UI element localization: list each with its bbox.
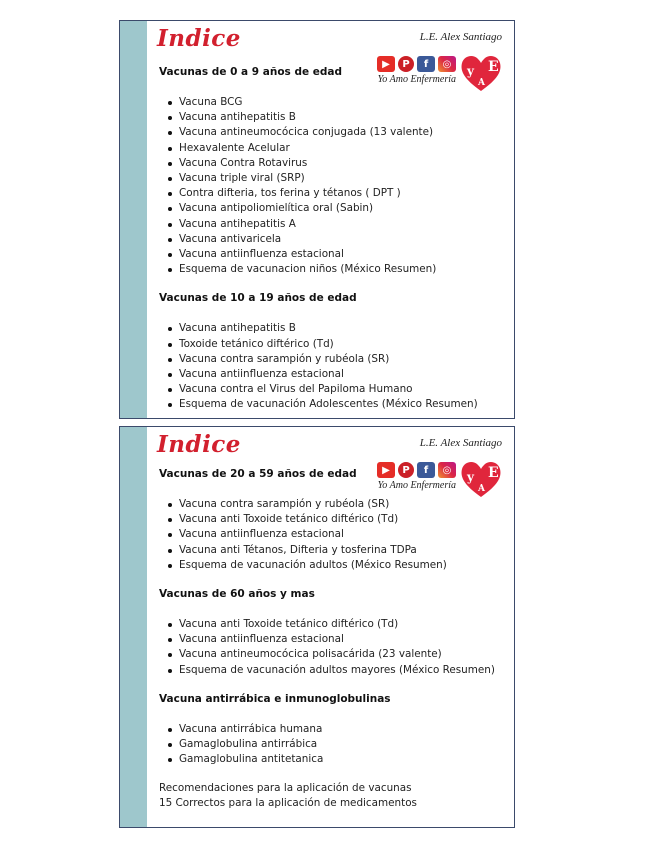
section-list [159, 321, 504, 412]
footer-item[interactable]: 15 Correctos para la aplicación de medicamentos [159, 797, 417, 810]
list-item[interactable]: Vacuna antirrábica humana [168, 722, 504, 737]
list-item[interactable]: Gamaglobulina antitetanica [168, 752, 504, 767]
author-name: L.E. Alex Santiago [419, 437, 502, 449]
logo-letter-left: y [467, 64, 474, 78]
author-name: L.E. Alex Santiago [419, 31, 502, 43]
side-stripe [120, 427, 147, 827]
list-item[interactable]: Vacuna antineumocócica conjugada (13 valente) [168, 125, 504, 140]
pinterest-icon[interactable]: P [398, 462, 414, 478]
list-item[interactable]: Vacuna triple viral (SRP) [168, 171, 504, 186]
section-heading: Vacunas de 0 a 9 años de edad [159, 66, 342, 78]
list-item[interactable]: Vacuna antiinfluenza estacional [168, 247, 504, 262]
index-card [119, 20, 515, 419]
brand-name: Yo Amo Enfermería [377, 480, 456, 491]
list-item[interactable]: Esquema de vacunacion niños (México Resumen) [168, 262, 504, 277]
list-item[interactable]: Vacuna contra sarampión y rubéola (SR) [168, 497, 504, 512]
logo-letter-left: y [467, 470, 474, 484]
section-list [159, 95, 504, 277]
pinterest-icon[interactable]: P [398, 56, 414, 72]
index-content [159, 467, 504, 811]
logo-letter-right: E [488, 59, 499, 75]
section-heading: Vacunas de 20 a 59 años de edad [159, 468, 357, 480]
youtube-icon[interactable]: ▶ [377, 56, 395, 72]
list-item[interactable]: Vacuna antiinfluenza estacional [168, 632, 504, 647]
list-item[interactable]: Vacuna contra sarampión y rubéola (SR) [168, 352, 504, 367]
list-item[interactable]: Contra difteria, tos ferina y tétanos ( DPT ) [168, 186, 504, 201]
list-item[interactable]: Toxoide tetánico diftérico (Td) [168, 337, 504, 352]
list-item[interactable]: Vacuna anti Toxoide tetánico diftérico (Td) [168, 617, 504, 632]
index-title: Indice [157, 25, 241, 52]
list-item[interactable]: Vacuna antihepatitis B [168, 110, 504, 125]
brand-name: Yo Amo Enfermería [377, 74, 456, 85]
facebook-icon[interactable]: f [417, 462, 435, 478]
list-item[interactable]: Esquema de vacunación Adolescentes (México Resumen) [168, 397, 504, 412]
list-item[interactable]: Vacuna BCG [168, 95, 504, 110]
index-card [119, 426, 515, 828]
list-item[interactable]: Vacuna antineumocócica polisacárida (23 valente) [168, 647, 504, 662]
logo-letter-bottom: A [478, 78, 485, 88]
index-title: Indice [157, 431, 241, 458]
list-item[interactable]: Vacuna antihepatitis B [168, 321, 504, 336]
youtube-icon[interactable]: ▶ [377, 462, 395, 478]
list-item[interactable]: Vacuna Contra Rotavirus [168, 156, 504, 171]
instagram-icon[interactable]: ◎ [438, 56, 456, 72]
list-item[interactable]: Esquema de vacunación adultos mayores (México Resumen) [168, 663, 504, 678]
index-content [159, 65, 504, 427]
list-item[interactable]: Vacuna antiinfluenza estacional [168, 367, 504, 382]
list-item[interactable]: Hexavalente Acelular [168, 141, 504, 156]
list-item[interactable]: Gamaglobulina antirrábica [168, 737, 504, 752]
side-stripe [120, 21, 147, 418]
section-heading: Vacuna antirrábica e inmunoglobulinas [159, 692, 391, 705]
section-list [159, 497, 504, 573]
facebook-icon[interactable]: f [417, 56, 435, 72]
section-heading: Vacunas de 10 a 19 años de edad [159, 292, 357, 305]
section-list [159, 617, 504, 678]
section-list [159, 722, 504, 768]
logo-letter-bottom: A [478, 484, 485, 494]
list-item[interactable]: Esquema de vacunación adultos (México Resumen) [168, 558, 504, 573]
list-item[interactable]: Vacuna antipoliomielítica oral (Sabin) [168, 201, 504, 216]
list-item[interactable]: Vacuna contra el Virus del Papiloma Humano [168, 382, 504, 397]
list-item[interactable]: Vacuna anti Tétanos, Difteria y tosferina TDPa [168, 543, 504, 558]
list-item[interactable]: Vacuna antihepatitis A [168, 217, 504, 232]
list-item[interactable]: Vacuna antiinfluenza estacional [168, 527, 504, 542]
list-item[interactable]: Vacuna antivaricela [168, 232, 504, 247]
instagram-icon[interactable]: ◎ [438, 462, 456, 478]
footer-item[interactable]: Recomendaciones para la aplicación de vacunas [159, 782, 412, 795]
section-heading: Vacunas de 60 años y mas [159, 588, 315, 601]
logo-letter-right: E [488, 465, 499, 481]
footer-links [159, 781, 504, 811]
list-item[interactable]: Vacuna anti Toxoide tetánico diftérico (Td) [168, 512, 504, 527]
